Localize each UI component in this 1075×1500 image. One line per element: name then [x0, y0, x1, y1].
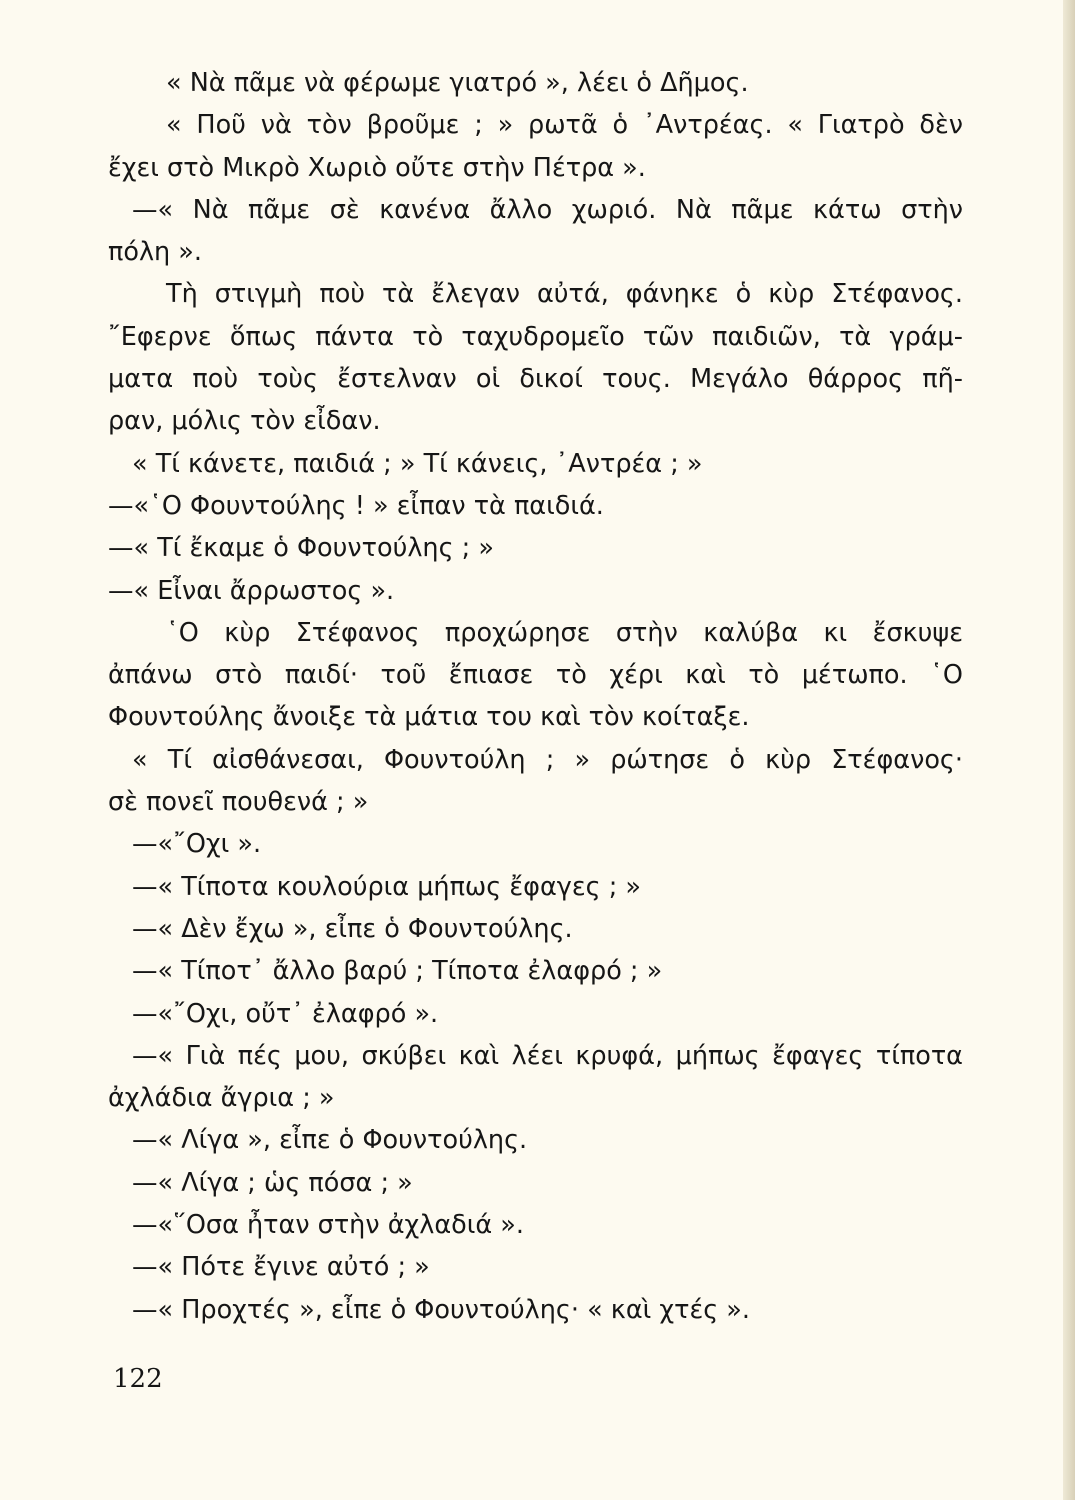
- text-line: —« Προχτές », εἶπε ὁ Φουντούλης· « καὶ χτές ».: [132, 1294, 751, 1325]
- text-line: ῎Εφερνε ὅπως πάντα τὸ ταχυδρομεῖο τῶν παιδιῶν, τὰ γράμ-: [108, 321, 963, 352]
- text-line: ἀχλάδια ἄγρια ; »: [108, 1083, 335, 1114]
- text-line: —«῾Ο Φουντούλης ! » εἶπαν τὰ παιδιά.: [108, 490, 604, 521]
- text-line: « Τί κάνετε, παιδιά ; » Τί κάνεις, ᾿Αντρέα ; »: [132, 448, 703, 479]
- text-line: « Τί αἰσθάνεσαι, Φουντούλη ; » ρώτησε ὁ κὺρ Στέφανος·: [132, 744, 963, 775]
- text-line: Τὴ στιγμὴ ποὺ τὰ ἔλεγαν αὐτά, φάνηκε ὁ κὺρ Στέφανος.: [166, 279, 963, 310]
- text-line: —« Τίποτ᾿ ἄλλο βαρύ ; Τίποτα ἐλαφρό ; »: [132, 956, 663, 987]
- text-line: —« Τίποτα κουλούρια μήπως ἔφαγες ; »: [132, 871, 642, 902]
- text-line: —«῎Οχι, οὔτ᾿ ἐλαφρό ».: [132, 998, 439, 1029]
- text-line: —« Νὰ πᾶμε σὲ κανένα ἄλλο χωριό. Νὰ πᾶμε κάτω στὴν: [132, 194, 963, 225]
- text-line: —« Πότε ἔγινε αὐτό ; »: [132, 1252, 430, 1283]
- text-line: ἔχει στὸ Μικρὸ Χωριὸ οὔτε στὴν Πέτρα ».: [108, 152, 646, 183]
- text-line: « Ποῦ νὰ τὸν βροῦμε ; » ρωτᾶ ὁ ᾿Αντρέας. « Γιατρὸ δὲν: [166, 110, 963, 141]
- text-line: —« Λίγα ; ὡς πόσα ; »: [132, 1167, 413, 1198]
- text-line: πόλη ».: [108, 237, 203, 268]
- text-line: —« Λίγα », εἶπε ὁ Φουντούλης.: [132, 1125, 528, 1156]
- body-text: [108, 62, 963, 1331]
- text-line: —« Εἶναι ἄρρωστος ».: [108, 575, 395, 606]
- text-line: Φουντούλης ἄνοιξε τὰ μάτια του καὶ τὸν κοίταξε.: [108, 702, 750, 733]
- text-line: —« Γιὰ πές μου, σκύβει καὶ λέει κρυφά, μήπως ἔφαγες τίποτα: [132, 1040, 963, 1071]
- page-edge-shadow: [1063, 0, 1075, 1500]
- text-line: —«῞Οσα ἦταν στὴν ἀχλαδιά ».: [132, 1210, 524, 1241]
- text-line: σὲ πονεῖ πουθενά ; »: [108, 787, 369, 818]
- text-line: ῾Ο κὺρ Στέφανος προχώρησε στὴν καλύβα κι ἔσκυψε: [166, 617, 963, 648]
- page-number: 122: [113, 1364, 163, 1394]
- text-line: —« Τί ἔκαμε ὁ Φουντούλης ; »: [108, 533, 494, 564]
- text-line: ματα ποὺ τοὺς ἔστελναν οἱ δικοί τους. Μεγάλο θάρρος πῆ-: [108, 364, 963, 395]
- text-line: ἀπάνω στὸ παιδί· τοῦ ἔπιασε τὸ χέρι καὶ τὸ μέτωπο. ῾Ο: [108, 660, 963, 691]
- text-line: —« Δὲν ἔχω », εἶπε ὁ Φουντούλης.: [132, 913, 573, 944]
- text-line: « Νὰ πᾶμε νὰ φέρωμε γιατρό », λέει ὁ Δῆμος.: [166, 68, 749, 98]
- text-line: ραν, μόλις τὸν εἶδαν.: [108, 406, 381, 437]
- text-line: —«῎Οχι ».: [132, 829, 262, 860]
